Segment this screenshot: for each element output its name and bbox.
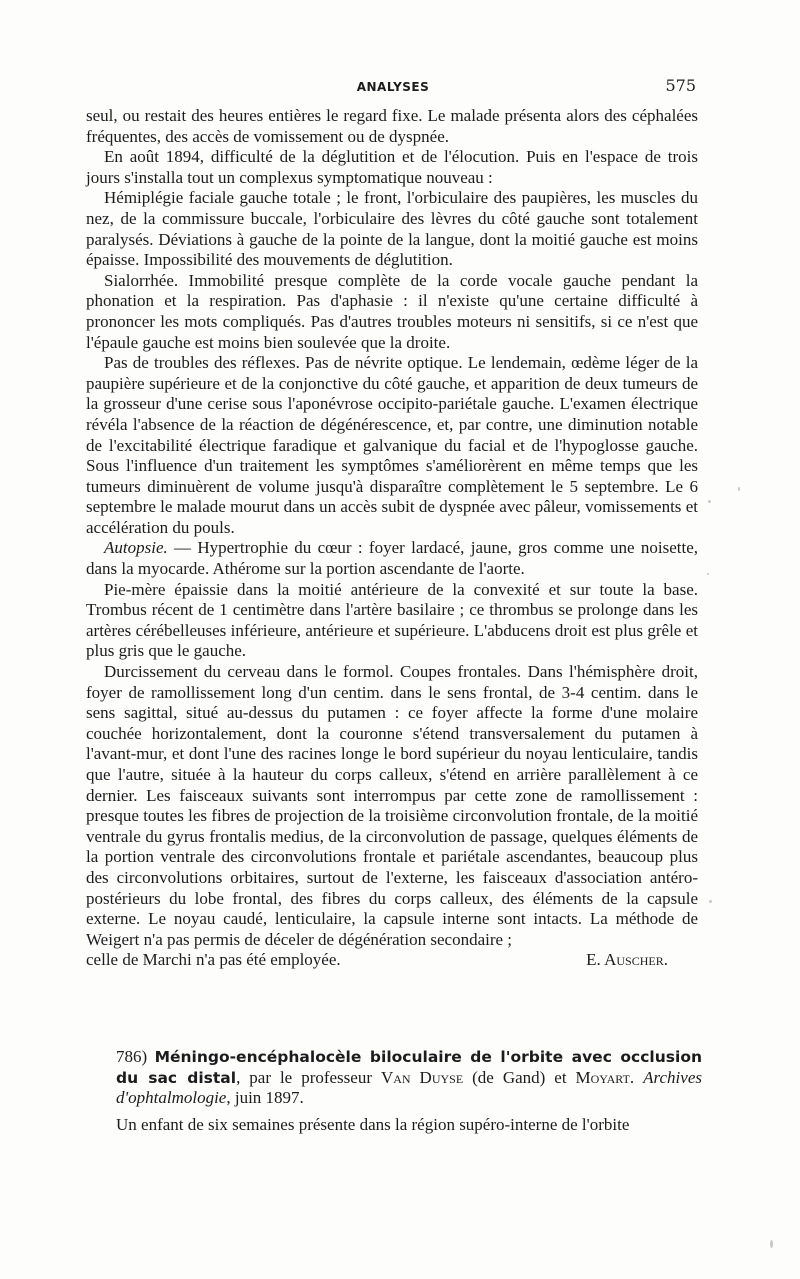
paper-speck: [770, 1240, 773, 1248]
author-signature: E. Auscher.: [586, 950, 668, 970]
final-line: celle de Marchi n'a pas été employée.: [86, 950, 341, 970]
paper-speck: [707, 573, 709, 575]
paragraph: Hémiplégie faciale gauche totale ; le front, l'orbiculaire des paupières, les muscles du nez, de la commissure buccale, l'orbiculaire des lèvres du côté gauche sont totalement paralysés. Déviations à gauche de la pointe de la langue, dont la moitié gauche est moins épaisse. Impossibilité des mouvements de déglutition.: [86, 188, 698, 270]
previous-article-text: [86, 106, 698, 971]
entry-journal: Archives d'ophtalmologie: [116, 1067, 702, 1108]
entry-title: Méningo-encéphalocèle biloculaire de l'orbite avec occlusion du sac distal: [116, 1048, 702, 1087]
autopsy-text: — Hypertrophie du cœur : foyer lardacé, jaune, gros comme une noisette, dans la myocarde. Athérome sur la portion ascendante de l'aorte.: [86, 538, 698, 579]
paper-speck: [738, 487, 740, 491]
entry-author-1: Van Duyse: [380, 1067, 464, 1087]
paper-speck: [709, 900, 712, 903]
autopsy-label: Autopsie.: [104, 538, 168, 558]
paragraph: Sialorrhée. Immobilité presque complète de la corde vocale gauche pendant la phonation et la respiration. Pas d'aphasie : il n'existe qu'une certaine difficulté à prononcer les mots compliqués. Pas d'autres troubles moteurs ni sensitifs, si ce n'est que l'épaule gauche est moins bien soulevée que la droite.: [86, 270, 698, 352]
signature-line: [86, 950, 698, 971]
entry-author-2: Moyart: [575, 1067, 630, 1087]
paragraph: Un enfant de six semaines présente dans la région supéro-interne de l'orbite: [116, 1115, 630, 1134]
paragraph: Pie-mère épaissie dans la moitié antérieure de la convexité et sur toute la base. Trombus récent de 1 centimètre dans l'artère basilaire ; ce thrombus se prolonge dans les artères cérébelleuses inférieure, antérieure et supérieure. L'abducens droit est plus grêle et plus gris que le gauche.: [86, 579, 698, 661]
entry-number: 786): [116, 1047, 148, 1066]
page-number: 575: [665, 76, 696, 95]
paragraph: En août 1894, difficulté de la déglutition et de l'élocution. Puis en l'espace de trois jours s'installa tout un complexus symptomatique nouveau :: [86, 147, 698, 187]
next-article-text: [116, 1115, 702, 1136]
entry-date: , juin 1897.: [226, 1088, 304, 1108]
next-article-heading: [116, 1047, 702, 1109]
paragraph-continuation: seul, ou restait des heures entières le regard fixe. Le malade présenta alors des céphalées fréquentes, des accès de vomissement ou de dyspnée.: [86, 106, 698, 146]
running-title: ANALYSES: [356, 80, 430, 94]
paragraph: Durcissement du cerveau dans le formol. Coupes frontales. Dans l'hémisphère droit, foyer de ramollissement long d'un centim. dans le sens frontal, de 3-4 centim. dans le sens sagittal, situé au-dessus du putamen : ce foyer affecte la forme d'une molaire couchée horizontalement, dont la couronne s'étend transversalement du putamen à l'avant-mur, et dont l'une des racines longe le bord supérieur du noyau lenticulaire, tandis que l'autre, située à la hauteur du corps calleux, s'étend en arrière parallèlement à ce dernier. Les faisceaux suivants sont interrompus par cette zone de ramollissement : presque toutes les fibres de projection de la troisième circonvolution frontale, de la moitié ventrale du gyrus frontalis medius, de la circonvolution de passage, quelques éléments de la portion ventrale des circonvolutions frontale et pariétale ascendantes, beaucoup plus des circonvolutions orbitaires, surtout de l'externe, les faisceaux d'association antéro-postérieurs du lobe frontal, des fibres du corps calleux, des éléments de la capsule externe. Le noyau caudé, lenticulaire, la capsule interne sont intacts. La méthode de Weigert n'a pas permis de déceler de dégénération secondaire ;: [86, 662, 698, 949]
entry-heading: [116, 1047, 702, 1109]
paragraph: Pas de troubles des réflexes. Pas de névrite optique. Le lendemain, œdème léger de la paupière supérieure et de la conjonctive du côté gauche, et apparition de deux tumeurs de la grosseur d'une cerise sous l'aponévrose occipito-pariétale gauche. L'examen électrique révéla l'absence de la réaction de dégénérescence, et, par contre, une diminution notable de l'excitabilité électrique faradique et galvanique du facial et de l'hypoglosse gauche. Sous l'influence d'un traitement les symptômes s'améliorèrent en même temps que les tumeurs diminuèrent de volume jusqu'à disparaître complètement le 5 septembre. Le 6 septembre le malade mourut dans un accès subit de dyspnée avec pâleur, vomissements et accélération du pouls.: [86, 353, 698, 537]
entry-by: , par le professeur: [236, 1067, 381, 1087]
autopsy-paragraph: [86, 538, 698, 579]
paper-speck: [708, 500, 711, 503]
entry-affiliation: (de Gand) et: [463, 1067, 576, 1087]
running-head: [86, 76, 700, 98]
entry-separator: .: [629, 1067, 644, 1087]
